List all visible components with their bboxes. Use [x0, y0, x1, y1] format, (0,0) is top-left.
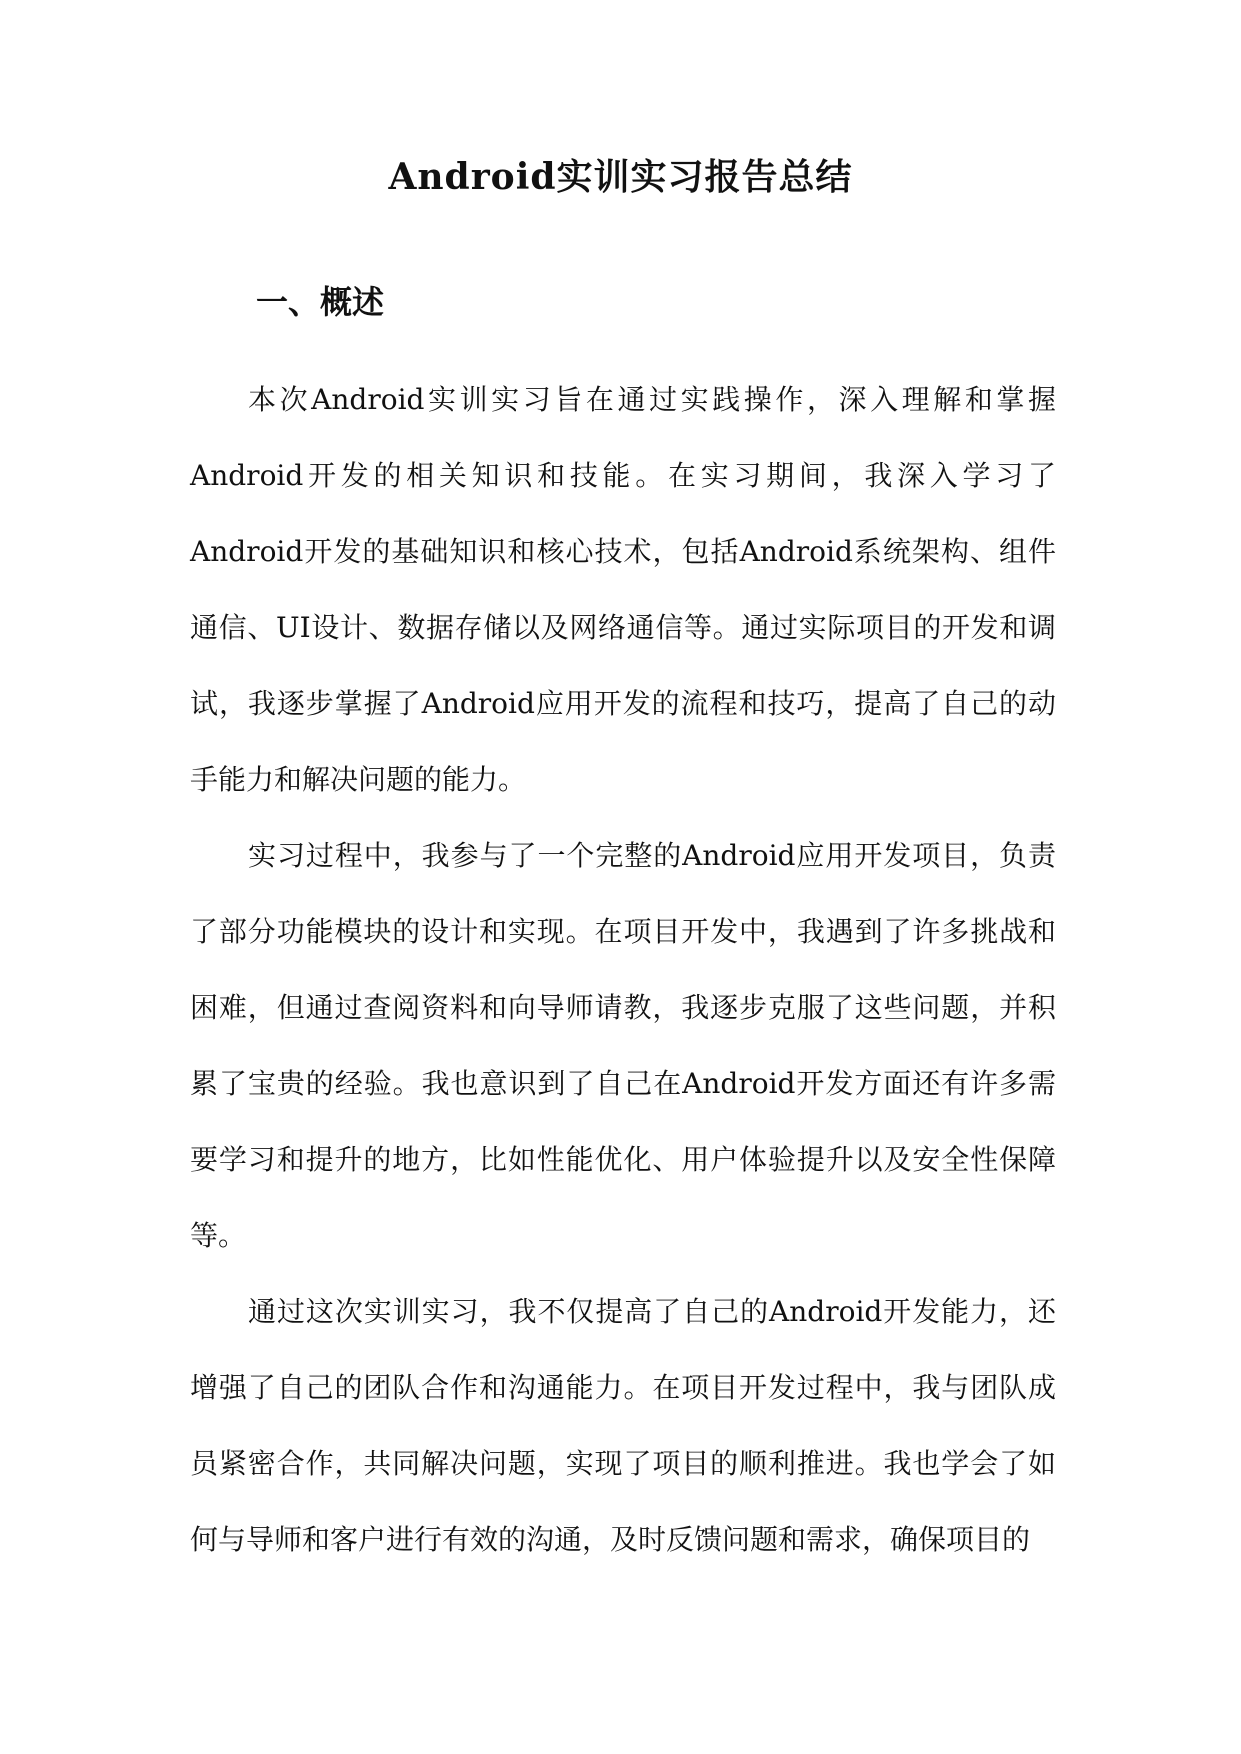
- paragraph-2: 实习过程中，我参与了一个完整的Android应用开发项目，负责了部分功能模块的设计和实现。在项目开发中，我遇到了许多挑战和困难，但通过查阅资料和向导师请教，我逐步克服了这些问题，并积累了宝贵的经验。我也意识到了自己在Android开发方面还有许多需要学习和提升的地方，比如性能优化、用户体验提升以及安全性保障等。: [190, 839, 1056, 1252]
- section-heading-overview: 一、概述: [256, 283, 385, 321]
- paragraph-3: 通过这次实训实习，我不仅提高了自己的Android开发能力，还增强了自己的团队合作和沟通能力。在项目开发过程中，我与团队成员紧密合作，共同解决问题，实现了项目的顺利推进。我也学会了如何与导师和客户进行有效的沟通，及时反馈问题和需求，确保项目的: [190, 1295, 1056, 1556]
- document-body: [190, 362, 1056, 1578]
- document-title: Android实训实习报告总结: [388, 156, 853, 198]
- paragraph-1: 本次Android实训实习旨在通过实践操作，深入理解和掌握Android开发的相关知识和技能。在实习期间，我深入学习了Android开发的基础知识和核心技术，包括Android系统架构、组件通信、UI设计、数据存储以及网络通信等。通过实际项目的开发和调试，我逐步掌握了Android应用开发的流程和技巧，提高了自己的动手能力和解决问题的能力。: [190, 383, 1056, 796]
